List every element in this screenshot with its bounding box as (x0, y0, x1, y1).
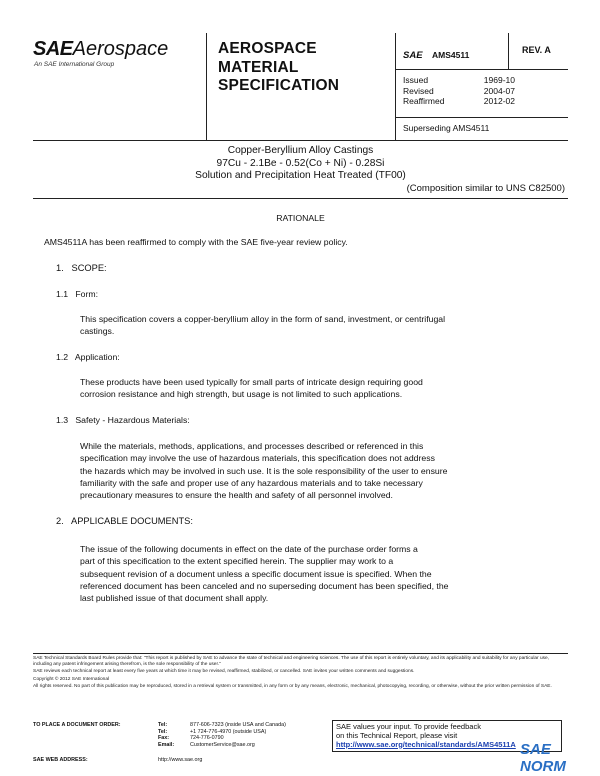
header-divider-rev (508, 33, 509, 69)
contact-label: Email: (158, 741, 175, 748)
text-line: familiarity with the safe and proper use of any hazardous materials and to take necessary (80, 477, 423, 488)
document-type (218, 40, 339, 96)
contact-row (158, 742, 290, 749)
contact-value: 877-606-7323 (inside USA and Canada) (190, 722, 286, 728)
composition-note: (Composition similar to UNS C82500) (406, 183, 565, 194)
revision-label: REV. A (522, 45, 551, 55)
sae-aerospace-logo (33, 38, 168, 61)
section-1-3-heading: 1.3 Safety - Hazardous Materials: (56, 415, 190, 425)
text-line: precautionary measures to ensure the health and safety of all personnel involved. (80, 490, 393, 501)
header-rule-2 (395, 117, 568, 118)
contact-row (158, 729, 290, 736)
sae-norm-watermark: SAE NORM (520, 741, 566, 775)
contact-email[interactable]: CustomerService@sae.org (190, 741, 255, 748)
section-2-text (80, 543, 449, 604)
header-divider-mid (395, 33, 396, 140)
footer-review-notice: SAE reviews each technical report at least every five years at which time it may be revised, reaffirmed, stabilized, or cancelled. SAE invites your written comments and suggestions. (33, 669, 415, 675)
text-line: While the materials, methods, applications, and processes described or referenced in this (80, 441, 424, 451)
logo-sae-text: SAE (33, 38, 73, 60)
date-value: 2012-02 (483, 96, 515, 106)
section-1-heading: 1. SCOPE: (56, 263, 107, 273)
footer-rights: All rights reserved. No part of this publication may be reproduced, stored in a retrieval system or transmitted, in any form or by any means, electronic, mechanical, photocopying, recording, or otherwise, without the prior written permission of SAE. (33, 683, 552, 689)
logo-tagline: An SAE International Group (34, 61, 115, 68)
text-line: The issue of the following documents in effect on the date of the purchase order forms a (80, 544, 418, 554)
logo-aerospace-text: Aerospace (72, 38, 169, 60)
contact-row (158, 735, 290, 742)
contact-row (158, 722, 290, 729)
date-label: Issued (403, 75, 429, 85)
contact-value: +1 724-776-4970 (outside USA) (190, 728, 267, 735)
text-line: the hazards which may be involved in such use. It is the sole responsibility of the user to ensure (80, 465, 448, 476)
text-line: subsequent revision of a document unless a specific document issue is specified. When the (80, 568, 432, 579)
section-1-2-text (80, 376, 423, 401)
sae-mini-logo: SAE (403, 50, 423, 61)
date-row-reaffirmed (403, 96, 515, 107)
spec-number: AMS4511 (432, 50, 470, 60)
date-value: 1969-10 (483, 75, 515, 85)
feedback-line-1: SAE values your input. To provide feedback (336, 722, 481, 731)
text-line: castings. (80, 326, 115, 337)
rationale-text: AMS4511A has been reaffirmed to comply with the SAE five-year review policy. (44, 237, 348, 247)
text-line: specification may involve the use of hazardous materials, this specification does not address (80, 453, 435, 464)
title-line-1: Copper-Beryllium Alloy Castings (227, 145, 374, 156)
doc-type-line-1: AEROSPACE (218, 40, 317, 57)
header-divider-left (206, 33, 207, 140)
contact-value: 724-776-0790 (190, 735, 224, 742)
material-title (33, 145, 568, 183)
contact-label: Tel: (158, 728, 168, 735)
order-contacts (158, 722, 290, 748)
section-1-2-heading: 1.2 Application: (56, 352, 120, 362)
text-line: These products have been used typically for small parts of intricate design requiring good (80, 377, 423, 387)
date-label: Revised (403, 85, 434, 96)
title-line-2: 97Cu - 2.1Be - 0.52(Co + Ni) - 0.28Si (216, 157, 385, 169)
feedback-link[interactable]: http://www.sae.org/technical/standards/AMS4511A (336, 739, 516, 749)
section-1-3-text (80, 440, 447, 501)
contact-label: Tel: (158, 722, 168, 728)
superseding-note: Superseding AMS4511 (403, 123, 490, 133)
section-2-heading: 2. APPLICABLE DOCUMENTS: (56, 516, 193, 526)
date-value: 2004-07 (483, 85, 515, 96)
doc-type-line-2: MATERIAL (218, 58, 299, 76)
rationale-heading: RATIONALE (276, 213, 325, 223)
text-line: last published issue of that document shall apply. (80, 593, 269, 604)
doc-type-line-3: SPECIFICATION (218, 77, 340, 94)
title-line-3: Solution and Precipitation Heat Treated (TF00) (195, 170, 406, 181)
text-line: corrosion resistance and high strength, but usage is not limited to such applications. (80, 389, 403, 400)
dates-table (403, 75, 515, 107)
section-1-1-text (80, 313, 445, 338)
footer-board-rules: SAE Technical Standards Board Rules provide that: "This report is published by SAE to advance the state of technical and engineering sciences. The use of this report is entirely voluntary, and its applicability and suitability for any particular use, including any patent infringement arising therefrom, is the sole responsibility of the user." (33, 656, 550, 668)
footer-rule (33, 653, 568, 654)
section-1-1-heading: 1.1 Form: (56, 289, 98, 299)
text-line: referenced document has been canceled and no superseding document has been specified, the (80, 580, 449, 591)
spec-id (403, 45, 469, 63)
contact-label: Fax: (158, 735, 170, 742)
web-address-link[interactable]: http://www.sae.org (158, 757, 203, 763)
date-row-revised (403, 86, 515, 97)
footer-notices (33, 656, 568, 690)
footer-copyright: Copyright © 2012 SAE International (33, 676, 110, 682)
order-label: TO PLACE A DOCUMENT ORDER: (33, 722, 121, 728)
web-address-label: SAE WEB ADDRESS: (33, 757, 88, 763)
text-line: This specification covers a copper-beryllium alloy in the form of sand, investment, or centrifugal (80, 314, 446, 324)
feedback-line-2: on this Technical Report, please visit (336, 730, 458, 740)
header-rule-bottom (33, 140, 568, 141)
date-row-issued (403, 75, 515, 86)
title-rule-bottom (33, 198, 568, 199)
date-label: Reaffirmed (403, 96, 445, 106)
text-line: part of this specification to the extent specified herein. The supplier may work to a (80, 556, 394, 567)
header-rule-1 (395, 69, 568, 70)
